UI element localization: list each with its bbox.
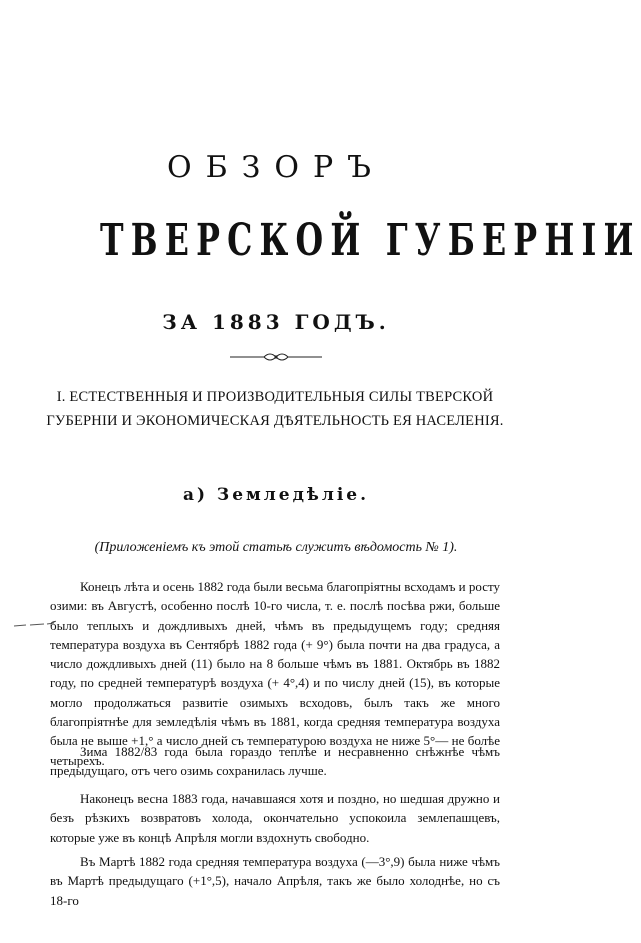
title-province: ТВЕРСКОЙ ГУБЕРНІИ	[100, 215, 641, 266]
paragraph-autumn: Конецъ лѣта и осень 1882 года были весьма благопріятны всходамъ и росту озими: въ Августѣ, особенно послѣ 10-го числа, т. е. послѣ посѣва ржи, больше было теплыхъ и дождливыхъ дней, чѣмъ въ предыдущемъ году; средняя температура воздуха въ Сентябрѣ 1882 года (+ 9°) была почти на два градуса, а число дождливыхъ дней (11) было на 8 больше чѣмъ въ 1881. Октябрь въ 1882 году, по средней температурѣ воздуха (+ 4°,4) и по числу дней (15), въ которые могло продолжаться развитіе озимыхъ всходовъ, былъ такъ же много благопріятнѣе для земледѣлія чѣмъ въ 1881, когда средняя температура воздуха была не выше +1,° а число дней съ температурою воздуха не ниже 5°— не болѣе четырехъ.	[50, 579, 500, 768]
paragraph-winter: Зима 1882/83 года была гораздо теплѣе и несравненно снѣжнѣе чѣмъ предыдущаго, отъ чего озимь сохранилась лучше.	[50, 744, 500, 779]
title-year: ЗА 1883 ГОДЪ.	[162, 310, 390, 334]
subsection-heading: а) Земледѣліе.	[182, 485, 370, 505]
paragraph-march: Въ Мартѣ 1882 года средняя температура воздуха (—3°,9) была ниже чѣмъ въ Мартѣ предыдущаго (+1°,5), начало Апрѣля, такъ же было холоднѣе, но съ 18-го	[50, 854, 500, 908]
attachment-note: (Приложеніемъ къ этой статьѣ служитъ вѣдомость № 1).	[94, 540, 458, 555]
title-overview: ОБЗОРЪ	[167, 150, 385, 185]
section-heading: I. ЕСТЕСТВЕННЫЯ И ПРОИЗВОДИТЕЛЬНЫЯ СИЛЫ ТВЕРСКОЙ ГУБЕРНІИ И ЭКОНОМИЧЕСКАЯ ДѢЯТЕЛЬНОСТЬ ЕЯ НАСЕЛЕНІЯ.	[46, 389, 504, 429]
margin-pencil-mark-icon	[14, 620, 54, 630]
ornament-divider-icon	[226, 350, 326, 364]
paragraph-spring: Наконецъ весна 1883 года, начавшаяся хотя и поздно, но шедшая дружно и безъ рѣзкихъ возвратовъ холода, окончательно успокоила землепашцевъ, которые уже въ концѣ Апрѣля могли вздохнуть свободно.	[50, 791, 500, 845]
